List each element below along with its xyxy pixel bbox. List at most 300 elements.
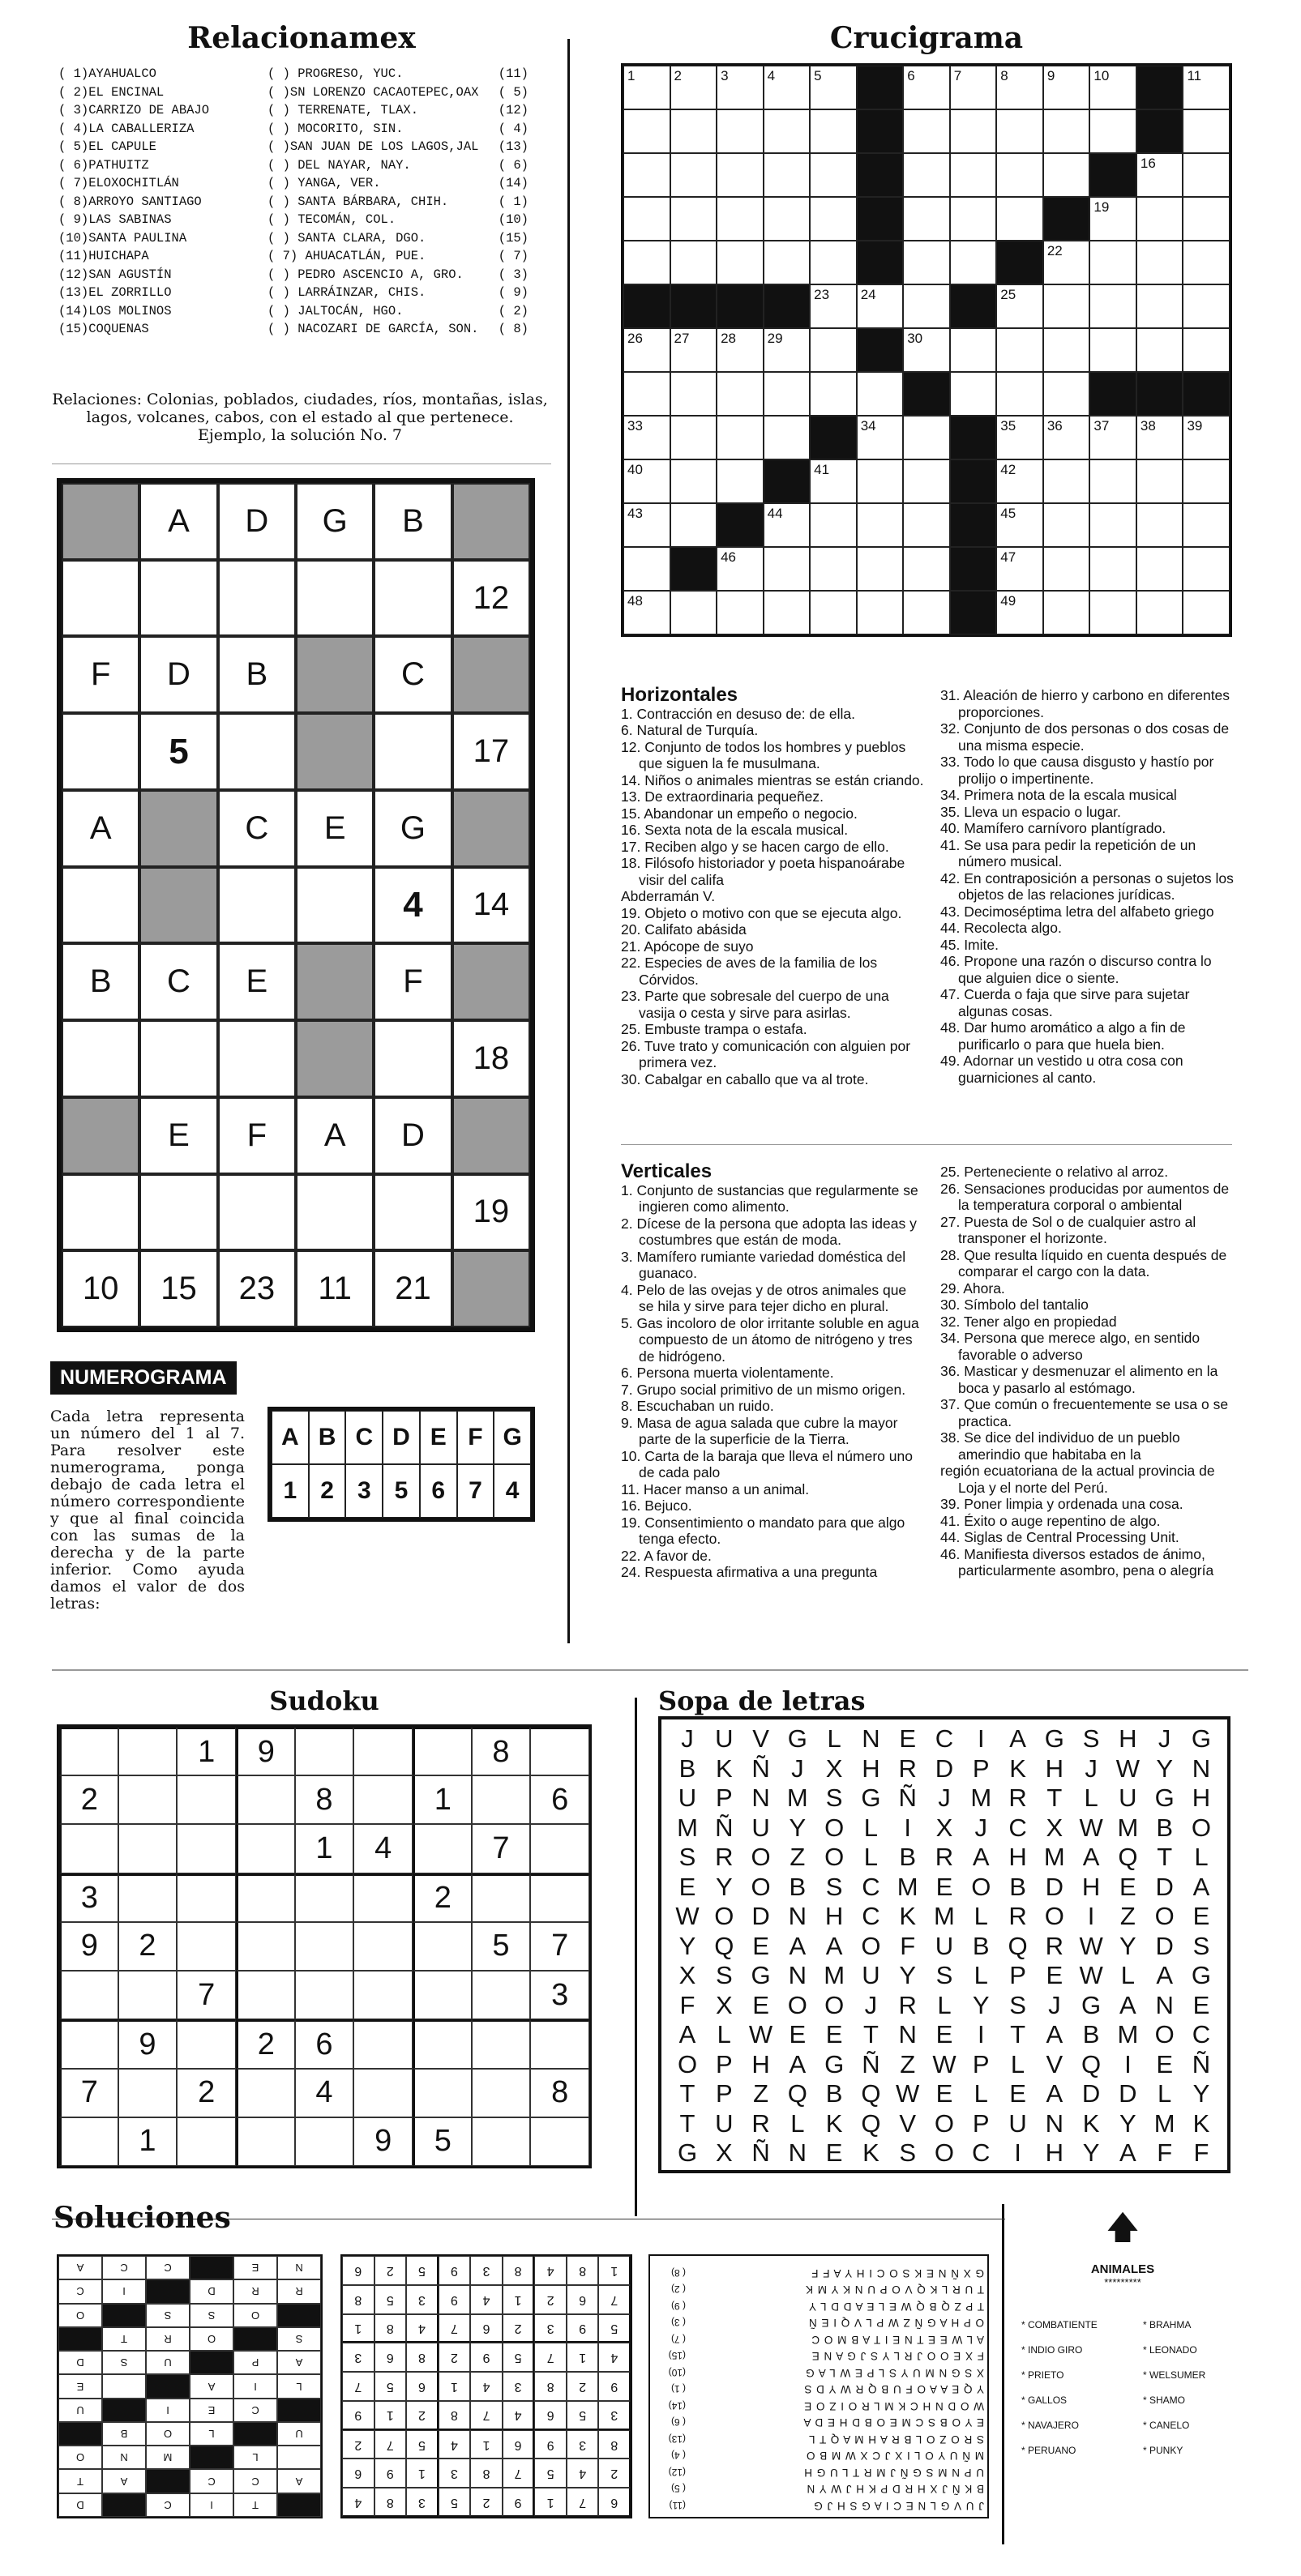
rel-solution: (15): [668, 2350, 686, 2362]
sudoku-solution-cell: 6: [503, 2430, 535, 2459]
numgrid-cell: 21: [374, 1250, 451, 1327]
crossword-cell: [996, 284, 1043, 328]
sopa-solution-letters: [686, 2265, 984, 2514]
sudoku-title: Sudoku: [269, 1685, 379, 1716]
sopa-letter: B: [789, 1872, 807, 1901]
rel-right: ( ) TERRENATE, TLAX.: [267, 103, 419, 117]
black-cell: [1183, 372, 1230, 416]
rel-number: ( 6): [498, 157, 529, 173]
cell-number: 10: [1093, 68, 1110, 83]
sudoku-solution-cell: 4: [567, 2459, 599, 2488]
numgrid-cell: [62, 867, 139, 944]
sopa-letter: S: [678, 1843, 696, 1872]
black-cell: [764, 459, 811, 503]
sudoku-cell: [295, 2117, 354, 2166]
crossword-cell: [1089, 328, 1136, 372]
clue: 15. Abandonar un empeño o negocio.: [621, 805, 858, 822]
solution-cell: S: [277, 2327, 321, 2351]
rel-number: (14): [498, 176, 529, 190]
crossword-cell: [1136, 153, 1183, 197]
sudoku-cell: [59, 2019, 118, 2068]
cell-number: 6: [907, 68, 915, 83]
sopa-letter: D: [751, 1902, 770, 1931]
animals-list: [1021, 2204, 1224, 2463]
crossword-cell: [857, 547, 904, 591]
sopa-letter: H: [751, 2049, 770, 2078]
numgrid-cell: [139, 1174, 217, 1251]
sudoku-solution-cell: 4: [598, 2343, 631, 2372]
numgrid-cell: 12: [452, 560, 530, 637]
clue: 44. Siglas de Central Processing Unit.: [940, 1529, 1179, 1545]
numgrid-cell: 11: [296, 1250, 374, 1327]
clue: 12. Conjunto de todos los hombres y pueblos que siguen la fe musulmana.: [621, 738, 906, 771]
crossword-cell: [810, 503, 857, 547]
sopa-letter: M: [677, 1813, 698, 1842]
solution-cell: C: [233, 2469, 277, 2493]
sudoku-solution-cell: 3: [598, 2401, 631, 2430]
crossword-cell: [950, 372, 997, 416]
relacionamex-row: [58, 320, 529, 339]
sudoku-solution-cell: 6: [470, 2314, 503, 2343]
rel-number: ( 2): [498, 303, 529, 318]
rel-left: (15)COQUENAS: [58, 322, 149, 336]
animal-item: * LEONADO: [1143, 2344, 1197, 2356]
sudoku-cell: [295, 1922, 354, 1971]
sopa-letter: A: [1119, 2138, 1136, 2168]
clue: 42. En contraposición a personas o sujetos los objetos de las relaciones jurídicas.: [940, 869, 1234, 903]
section-divider: [52, 1669, 1248, 1671]
sopa-letter: I: [1014, 2138, 1021, 2168]
cell-number: 7: [953, 68, 962, 83]
crossword-cell: [670, 416, 717, 459]
sudoku-solution-cell: 3: [534, 2314, 567, 2343]
clue: 13. De extraordinaria pequeñez.: [621, 788, 824, 805]
sudoku-solution-cell: 4: [342, 2488, 374, 2517]
sopa-letter: O: [677, 2049, 698, 2078]
sopa-solution-row: J U V G L N E C I A G S H J G: [813, 2500, 984, 2512]
black-cell: [950, 459, 997, 503]
cell-number: 49: [1000, 593, 1016, 609]
crossword-cell: [1136, 591, 1183, 634]
sopa-letter: H: [824, 1902, 844, 1931]
sudoku-cell: [530, 1727, 589, 1775]
sopa-letter: N: [788, 1902, 807, 1931]
sudoku-solution-cell: 9: [374, 2459, 407, 2488]
solution-cell: [190, 2351, 233, 2374]
crossword-cell: [764, 372, 811, 416]
clue: 30. Símbolo del tantalio: [940, 1297, 1089, 1313]
rel-number: ( 9): [498, 285, 529, 300]
animal-item: * WELSUMER: [1143, 2369, 1206, 2381]
numgrid-cell: [374, 560, 451, 637]
crossword-cell: [810, 372, 857, 416]
sopa-letter: O: [751, 1872, 771, 1901]
crossword-cell: [623, 197, 670, 241]
crossword-cell: [1136, 241, 1183, 284]
clue: 26. Sensaciones producidas por aumentos de la temperatura corporal o ambiental: [940, 1180, 1230, 1213]
sopa-letter: G: [824, 2049, 845, 2078]
sudoku-cell: [472, 2019, 531, 2068]
key-letter: E: [420, 1411, 457, 1464]
crossword-cell: [670, 591, 717, 634]
sopa-solution-wrap: [653, 2265, 984, 2514]
sudoku-cell: 5: [472, 1922, 531, 1971]
relacionamex-example: Ejemplo, la solución No. 7: [197, 426, 403, 444]
sopa-letter: P: [715, 2079, 733, 2108]
sudoku-solution-cell: 3: [342, 2343, 374, 2372]
sopa-letter: Q: [861, 2108, 881, 2138]
sopa-letter: U: [1008, 2108, 1027, 2138]
sopa-letter: C: [972, 2138, 991, 2168]
sopa-letter: H: [1192, 1784, 1211, 1813]
crossword-cell: [717, 372, 764, 416]
black-cell: [950, 416, 997, 459]
rel-solution: (10): [668, 2367, 686, 2378]
clue: 25. Embuste trampa o estafa.: [621, 1021, 807, 1037]
sopa-letter: S: [935, 1961, 953, 1990]
black-cell: [623, 284, 670, 328]
sopa-letter: K: [715, 1754, 733, 1783]
sudoku-solution-cell: 5: [374, 2285, 407, 2314]
relacionamex-row: [58, 120, 529, 139]
relacionamex-row: [58, 174, 529, 193]
sudoku-cell: 6: [295, 2019, 354, 2068]
rel-solution: ( 4): [671, 2450, 686, 2462]
numerograma-solution: [57, 2254, 323, 2518]
sopa-letter: D: [1045, 1872, 1063, 1901]
crossword-cell: [903, 459, 950, 503]
rel-solution: (12): [668, 2467, 686, 2478]
solution-cell: [146, 2374, 190, 2398]
sopa-letter: D: [1155, 1931, 1174, 1960]
sopa-letter: M: [1043, 1843, 1065, 1872]
rel-number: ( 1): [498, 194, 529, 209]
shaded-cell: [296, 713, 374, 790]
cell-number: 3: [721, 68, 729, 83]
rel-left: (13)EL ZORRILLO: [58, 285, 172, 300]
crossword-cell: [623, 591, 670, 634]
sopa-row: [670, 2050, 1219, 2080]
sudoku-solution-cell: 5: [598, 2314, 631, 2343]
sudoku-solution-cell: 6: [598, 2488, 631, 2517]
sudoku-cell: [236, 1873, 295, 1922]
crossword-cell: [996, 153, 1043, 197]
sopa-letter: R: [1008, 1784, 1027, 1813]
sudoku-cell: 4: [295, 2069, 354, 2117]
sudoku-cell: [472, 1873, 531, 1922]
crossword-cell: [1183, 284, 1230, 328]
clue: 32. Conjunto de dos personas o dos cosas de una misma especie.: [940, 720, 1230, 754]
numgrid-cell: F: [374, 943, 451, 1020]
sopa-letter: P: [1009, 1961, 1026, 1990]
cell-number: 29: [767, 331, 783, 346]
sopa-letter: H: [1008, 1843, 1027, 1872]
clue: 33. Todo lo que causa disgusto y hastío por prolijo o impertinente.: [940, 754, 1214, 787]
relacionamex-row: [58, 138, 529, 156]
sopa-letter: T: [862, 2020, 879, 2049]
clue: 1. Conjunto de sustancias que regularmente se ingieren como alimento.: [621, 1181, 918, 1215]
crossword-cell: [623, 66, 670, 109]
sopa-letter: M: [786, 1784, 808, 1813]
shaded-cell: [296, 1020, 374, 1097]
sopa-letter: Q: [787, 2079, 807, 2108]
animal-item: * GALLOS: [1021, 2394, 1068, 2406]
clue: 41. Éxito o auge repentino de algo.: [940, 1512, 1161, 1529]
rel-right: ( ) PROGRESO, YUC.: [267, 66, 404, 81]
sopa-letter: N: [862, 1724, 880, 1754]
numgrid-cell: [374, 1020, 451, 1097]
black-cell: [996, 241, 1043, 284]
sudoku-solution-cell: 5: [406, 2430, 439, 2459]
sudoku-solution-cell: 9: [598, 2372, 631, 2401]
sudoku-solution-cell: 3: [503, 2372, 535, 2401]
sopa-letter: W: [1079, 1813, 1103, 1842]
key-letter: D: [383, 1411, 420, 1464]
solution-cell: E: [58, 2374, 102, 2398]
numgrid-cell: [218, 1174, 296, 1251]
clue: 34. Primera nota de la escala musical: [940, 787, 1177, 803]
sopa-letter: S: [1082, 1724, 1100, 1754]
sopa-letter: T: [1157, 1843, 1173, 1872]
sopa-letter: F: [900, 1931, 916, 1960]
sudoku-cell: 9: [118, 2019, 178, 2068]
numgrid-cell: C: [374, 636, 451, 713]
rel-right: ( ) MOCORITO, SIN.: [267, 121, 404, 136]
sudoku-cell: [295, 1971, 354, 2019]
sudoku-solution-cell: 6: [406, 2372, 439, 2401]
sudoku-solution-cell: 9: [567, 2314, 599, 2343]
sopa-letter: M: [1117, 1813, 1139, 1842]
sudoku-cell: [236, 1922, 295, 1971]
clue: 46. Manifiesta diversos estados de ánimo, particularmente asombro, pena o alegría: [940, 1545, 1214, 1578]
solution-cell: [190, 2446, 233, 2469]
sopa-letter: C: [935, 1724, 954, 1754]
animal-item: * PERUANO: [1021, 2445, 1076, 2456]
crossword-cell: [1043, 591, 1090, 634]
solutions-divider: [1002, 2204, 1004, 2544]
shaded-cell: [452, 1250, 530, 1327]
crossword-cell: [996, 328, 1043, 372]
sopa-letter: L: [937, 1990, 952, 2019]
sudoku-cell: 9: [59, 1922, 118, 1971]
sudoku-solution-cell: 5: [439, 2488, 471, 2517]
clue: 22. A favor de.: [621, 1547, 712, 1564]
crossword-cell: [996, 416, 1043, 459]
clue: 6. Natural de Turquía.: [621, 722, 759, 738]
sudoku-cell: 9: [236, 1727, 295, 1775]
cell-number: 27: [674, 331, 690, 346]
sopa-letter: Q: [714, 1931, 734, 1960]
sopa-letter: X: [715, 2138, 733, 2168]
crossword-cell: [810, 328, 857, 372]
clue: 34. Persona que merece algo, en sentido favorable o adverso: [940, 1330, 1200, 1363]
numgrid-cell: [374, 1174, 451, 1251]
crossword-cell: [1089, 416, 1136, 459]
clue: 18. Filósofo historiador y poeta hispanoárabe visir del califa: [621, 855, 905, 888]
sopa-letter: P: [715, 2049, 733, 2078]
cell-number: 34: [860, 418, 876, 434]
sudoku-cell: 8: [295, 1775, 354, 1824]
solution-cell: C: [102, 2256, 146, 2279]
key-letter: B: [309, 1411, 346, 1464]
crossword-cell: [670, 197, 717, 241]
solution-cell: [58, 2422, 102, 2446]
sopa-letter: U: [715, 1724, 734, 1754]
sudoku-cell: 6: [530, 1775, 589, 1824]
sudoku-cell: [118, 1873, 178, 1922]
sopa-letter: Q: [1118, 1843, 1138, 1872]
crossword-cell: [623, 241, 670, 284]
crossword-cell: [903, 284, 950, 328]
crossword-cell: [1183, 109, 1230, 153]
sopa-letter: W: [675, 1902, 700, 1931]
sopa-letter: N: [1155, 1990, 1174, 2019]
shaded-cell: [296, 636, 374, 713]
crossword-cell: [1089, 66, 1136, 109]
cell-number: 33: [627, 418, 643, 434]
solution-cell: [102, 2304, 146, 2327]
sudoku-solution-cell: 2: [406, 2401, 439, 2430]
crossword-cell: [1043, 372, 1090, 416]
clue: 16. Sexta nota de la escala musical.: [621, 822, 849, 838]
sopa-letter: M: [897, 1872, 918, 1901]
sudoku-cell: [236, 1775, 295, 1824]
rel-number: (11): [498, 66, 529, 81]
crossword-cell: [996, 503, 1043, 547]
crossword-cell: [903, 547, 950, 591]
crossword-cell: [670, 328, 717, 372]
sudoku-solution-cell: 2: [567, 2372, 599, 2401]
clue: 11. Hacer manso a un animal.: [621, 1480, 810, 1497]
word-search-grid: [658, 1716, 1230, 2173]
solution-cell: [233, 2327, 277, 2351]
sudoku-cell: [59, 2117, 118, 2166]
sopa-letter: G: [861, 1784, 881, 1813]
sopa-letter: E: [752, 1990, 769, 2019]
crossword-cell: [717, 153, 764, 197]
rel-solution: ( 9): [671, 2300, 686, 2312]
relacionamex-row: [58, 101, 529, 120]
crossword-cell: [810, 241, 857, 284]
clue: 43. Decimoséptima letra del alfabeto griego: [940, 903, 1214, 920]
sopa-letter: Y: [1119, 2108, 1136, 2138]
numerograma-grid: [57, 478, 535, 1332]
sudoku-solution-cell: 8: [534, 2372, 567, 2401]
sopa-letter: J: [864, 1990, 878, 2019]
crossword-cell: [1136, 328, 1183, 372]
crossword-cell: [810, 66, 857, 109]
numgrid-cell: 10: [62, 1250, 139, 1327]
sopa-letter: O: [824, 1813, 845, 1842]
sopa-letter: K: [1192, 2108, 1210, 2138]
rel-right: ( ) TECOMÁN, COL.: [267, 212, 396, 227]
solution-cell: O: [58, 2304, 102, 2327]
clue: 25. Perteneciente o relativo al arroz.: [940, 1164, 1169, 1180]
sudoku-cell: 2: [59, 1775, 118, 1824]
solution-cell: [146, 2279, 190, 2303]
sudoku-cell: 7: [472, 1824, 531, 1873]
sudoku-solution-cell: 4: [534, 2256, 567, 2285]
rel-solution: (11): [669, 2500, 686, 2511]
sopa-letter: R: [935, 1843, 954, 1872]
sudoku-solution-cell: 1: [598, 2256, 631, 2285]
sudoku-cell: [413, 1922, 472, 1971]
rel-solution: ( 2): [671, 2283, 686, 2296]
sudoku-cell: [177, 1873, 236, 1922]
sopa-letter: L: [1120, 1961, 1135, 1990]
sudoku-solution-cell: 1: [439, 2372, 471, 2401]
sopa-letter: K: [1082, 2108, 1100, 2138]
sopa-letter: L: [1084, 1784, 1098, 1813]
clue: 44. Recolecta algo.: [940, 920, 1062, 936]
sopa-letter: I: [904, 1813, 911, 1842]
numgrid-cell: A: [296, 1097, 374, 1174]
sopa-letter: L: [863, 1843, 879, 1872]
solution-cell: U: [58, 2399, 102, 2422]
sudoku-cell: [353, 1727, 413, 1775]
crossword-cell: [717, 547, 764, 591]
sopa-letter: N: [788, 2138, 807, 2168]
cell-number: 43: [627, 506, 643, 521]
rel-solution-list: [653, 2265, 686, 2514]
rel-right: ( ) YANGA, VER.: [267, 176, 381, 190]
sopa-letter: Z: [753, 2079, 769, 2108]
sudoku-cell: 5: [413, 2117, 472, 2166]
cell-number: 48: [627, 593, 643, 609]
sudoku-solution-cell: 7: [567, 2488, 599, 2517]
relacionamex-row: [58, 266, 529, 284]
sudoku-solution-cell: 7: [534, 2343, 567, 2372]
sopa-letter: N: [1045, 2108, 1063, 2138]
sopa-letter: G: [787, 1724, 807, 1754]
sudoku-solution-cell: 2: [503, 2314, 535, 2343]
sopa-letter: I: [977, 1724, 985, 1754]
sopa-solution-row: X S G N M U Y S L P E W L A G: [805, 2367, 984, 2379]
sudoku-solution-cell: 3: [439, 2459, 471, 2488]
solution-cell: T: [102, 2327, 146, 2351]
crossword-cell: [670, 241, 717, 284]
sopa-row: [670, 1754, 1219, 1784]
crossword-cell: [950, 241, 997, 284]
rel-solution: ( 6): [671, 2416, 686, 2429]
crossword-cell: [1183, 197, 1230, 241]
sudoku-solution-cell: 1: [470, 2430, 503, 2459]
rel-left: ( 7)ELOXOCHITLÁN: [58, 176, 179, 190]
numgrid-cell: 5: [139, 713, 217, 790]
crossword-cell: [996, 547, 1043, 591]
sudoku-solution-cell: 9: [534, 2430, 567, 2459]
sudoku-cell: 2: [413, 1873, 472, 1922]
sopa-letter: A: [1046, 2079, 1063, 2108]
relacionamex-desc-text: Relaciones: Colonias, poblados, ciudades, ríos, montañas, islas, lagos, volcanes, cabos, con el estado al que pertenece.: [52, 391, 548, 426]
relacionamex-description: [49, 391, 551, 444]
solution-cell: R: [277, 2279, 321, 2303]
animals-stars: *********: [1104, 2276, 1141, 2288]
sopa-letter: Y: [972, 1990, 990, 2019]
cell-number: 23: [814, 287, 830, 302]
sudoku-solution-cell: 7: [374, 2430, 407, 2459]
sopa-letter: T: [1046, 1784, 1063, 1813]
sopa-letter: H: [862, 1754, 880, 1783]
solution-cell: I: [102, 2279, 146, 2303]
sopa-letter: T: [1010, 2020, 1025, 2049]
sopa-letter: D: [1119, 2079, 1137, 2108]
crossword-cell: [1043, 109, 1090, 153]
sudoku-solution-cell: 9: [439, 2256, 471, 2285]
crossword-cell: [670, 153, 717, 197]
sopa-solution-row: T P Z Q B Q W E L E A D D L Y: [807, 2300, 984, 2313]
rel-left: ( 8)ARROYO SANTIAGO: [58, 194, 202, 209]
